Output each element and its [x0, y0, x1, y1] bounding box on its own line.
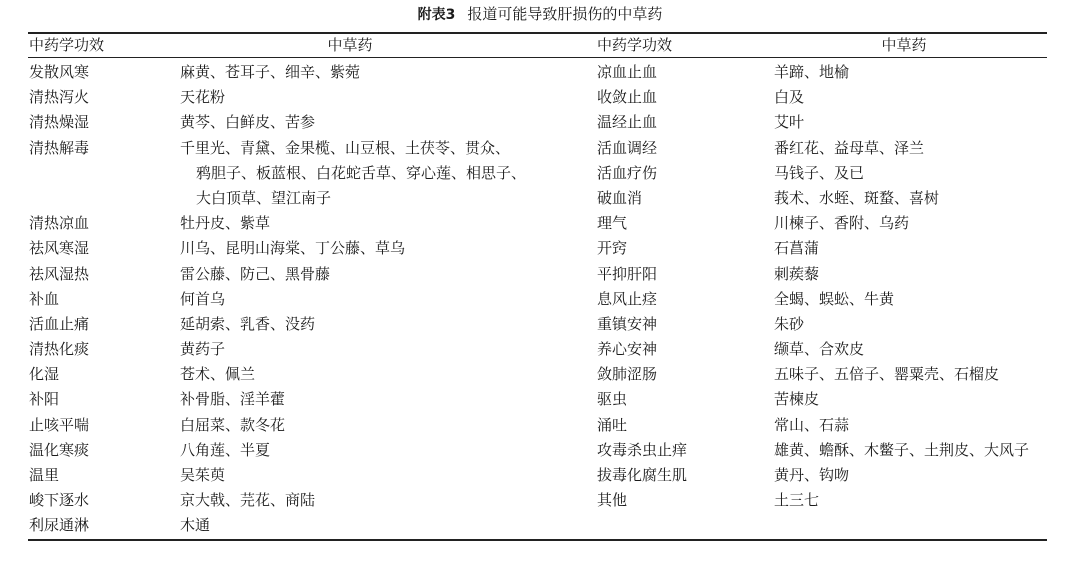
left-category-column [29, 60, 89, 539]
table-cell-herbs [180, 463, 526, 488]
right-herbs-column [774, 60, 1029, 513]
table-cell-herbs [180, 211, 526, 236]
table-cell-category: 温经止血 [597, 113, 658, 132]
header-rule [28, 57, 1047, 58]
table-cell-category: 拔毒化腐生肌 [597, 466, 688, 484]
table-cell-herbs [180, 110, 526, 135]
table-cell-herbs: 白及 [774, 88, 805, 107]
table-cell-herbs: 马钱子、及已 [774, 163, 865, 182]
table-cell-category: 平抑肝阳 [597, 264, 658, 283]
herbs-line: 千里光、青黛、金果榄、山豆根、土茯苓、贯众、 [180, 138, 511, 157]
header-right-category: 中药学功效 [597, 36, 673, 54]
table-cell-category: 开窍 [597, 239, 628, 258]
table-cell-category: 养心安神 [597, 340, 658, 359]
herbs-line: 鸦胆子、板蓝根、白花蛇舌草、穿心莲、相思子、 [196, 163, 527, 182]
table-cell-herbs [180, 287, 526, 312]
table-cell-herbs: 常山、石蒜 [774, 415, 850, 434]
table-cell-herbs: 羊蹄、地榆 [774, 63, 850, 81]
table-cell-category: 息风止痉 [597, 289, 658, 308]
herbs-line: 麻黄、苍耳子、细辛、紫菀 [180, 63, 361, 81]
table-cell-category: 其他 [597, 491, 628, 510]
table-cell-category: 理气 [597, 214, 628, 233]
herbs-line: 大白顶草、望江南子 [196, 188, 332, 207]
table-cell-category: 活血止痛 [29, 314, 90, 333]
table-cell-category: 补血 [29, 289, 60, 308]
table-cell-herbs: 全蝎、蜈蚣、牛黄 [774, 289, 895, 308]
herbs-line: 雷公藤、防己、黑骨藤 [180, 264, 331, 283]
table-cell-herbs [180, 513, 526, 538]
herbs-line: 天花粉 [180, 88, 226, 107]
table-cell-herbs [180, 362, 526, 387]
table-cell-category: 峻下逐水 [29, 491, 90, 510]
herbs-line: 黄药子 [180, 340, 226, 359]
table-cell-category: 清热燥湿 [29, 113, 90, 132]
header-left-category: 中药学功效 [29, 36, 105, 54]
table-cell-herbs: 莪术、水蛭、斑蝥、喜树 [774, 188, 940, 207]
table-cell-herbs [180, 387, 526, 412]
table-cell-category: 收敛止血 [597, 88, 658, 107]
table-cell-category: 温里 [29, 466, 60, 485]
table-cell-herbs [180, 85, 526, 110]
table-cell-herbs [180, 438, 526, 463]
table-cell-category: 发散风寒 [29, 63, 90, 81]
herbs-line: 木通 [180, 516, 211, 535]
table-cell-category: 清热解毒 [29, 138, 90, 157]
table-cell-herbs [180, 262, 526, 287]
right-category-column [597, 60, 687, 513]
header-left-herbs: 中草药 [327, 36, 373, 54]
table-cell-herbs: 缬草、合欢皮 [774, 340, 865, 359]
table-cell-category: 清热凉血 [29, 214, 90, 233]
header-right-herbs: 中草药 [881, 36, 927, 54]
table-cell-category: 祛风寒湿 [29, 239, 90, 258]
table-cell-herbs: 川楝子、香附、乌药 [774, 214, 910, 233]
table-cell-category: 敛肺涩肠 [597, 365, 658, 384]
herbs-line: 补骨脂、淫羊藿 [180, 390, 286, 409]
table-cell-category: 活血疗伤 [597, 163, 658, 182]
herbs-line: 吴茱萸 [180, 466, 226, 485]
table-cell-category: 活血调经 [597, 138, 658, 157]
table-cell-herbs [180, 488, 526, 513]
table-cell-herbs [180, 60, 526, 85]
bottom-rule [28, 539, 1047, 541]
table-cell-herbs: 艾叶 [774, 113, 805, 132]
table-cell-category: 清热泻火 [29, 88, 90, 107]
table-cell-category: 利尿通淋 [29, 516, 90, 535]
table-cell-herbs: 刺蒺藜 [774, 264, 820, 283]
table-cell-herbs [180, 236, 526, 261]
table-cell-category: 清热化痰 [29, 340, 90, 359]
table-cell-category: 补阳 [29, 390, 60, 409]
table-cell-category: 攻毒杀虫止痒 [597, 440, 688, 459]
table-cell-herbs: 土三七 [774, 491, 820, 510]
left-herbs-column [180, 60, 526, 539]
table-cell-category: 驱虫 [597, 390, 628, 409]
table-cell-herbs: 雄黄、蟾酥、木鳖子、土荆皮、大风子 [774, 440, 1030, 459]
herbs-line: 黄芩、白鲜皮、苦参 [180, 113, 316, 132]
table-title [0, 4, 1080, 25]
herbs-line: 何首乌 [180, 289, 226, 308]
herbs-line: 延胡索、乳香、没药 [180, 314, 316, 333]
herbs-line: 京大戟、芫花、商陆 [180, 491, 316, 510]
herbs-line: 牡丹皮、紫草 [180, 214, 271, 233]
herbs-line: 川乌、昆明山海棠、丁公藤、草乌 [180, 239, 406, 258]
table-cell-herbs: 石菖蒲 [774, 239, 820, 258]
herbs-line: 八角莲、半夏 [180, 440, 271, 459]
table-cell-herbs: 朱砂 [774, 314, 805, 333]
table-cell-category: 凉血止血 [597, 63, 658, 81]
table-cell-herbs [180, 337, 526, 362]
table-cell-category: 温化寒痰 [29, 440, 90, 459]
top-rule [28, 32, 1047, 34]
table-cell-herbs: 五味子、五倍子、罂粟壳、石榴皮 [774, 365, 1000, 384]
table-cell-herbs [180, 413, 526, 438]
table-cell-herbs: 番红花、益母草、泽兰 [774, 138, 925, 157]
table-cell-category: 重镇安神 [597, 314, 658, 333]
table-cell-herbs: 苦楝皮 [774, 390, 820, 409]
table-cell-category: 涌吐 [597, 415, 628, 434]
table-cell-herbs [180, 312, 526, 337]
table-cell-category: 祛风湿热 [29, 264, 90, 283]
herbs-line: 白屈菜、款冬花 [180, 415, 286, 434]
table-cell-herbs: 黄丹、钩吻 [774, 466, 850, 484]
herbs-line: 苍术、佩兰 [180, 365, 256, 384]
table-cell-category: 破血消 [597, 188, 643, 207]
table-number: 附表3 [417, 7, 456, 23]
table-caption: 报道可能导致肝损伤的中草药 [467, 5, 663, 23]
table-cell-category: 化湿 [29, 365, 60, 384]
table-cell-category: 止咳平喘 [29, 415, 90, 434]
table-cell-herbs [180, 136, 526, 212]
